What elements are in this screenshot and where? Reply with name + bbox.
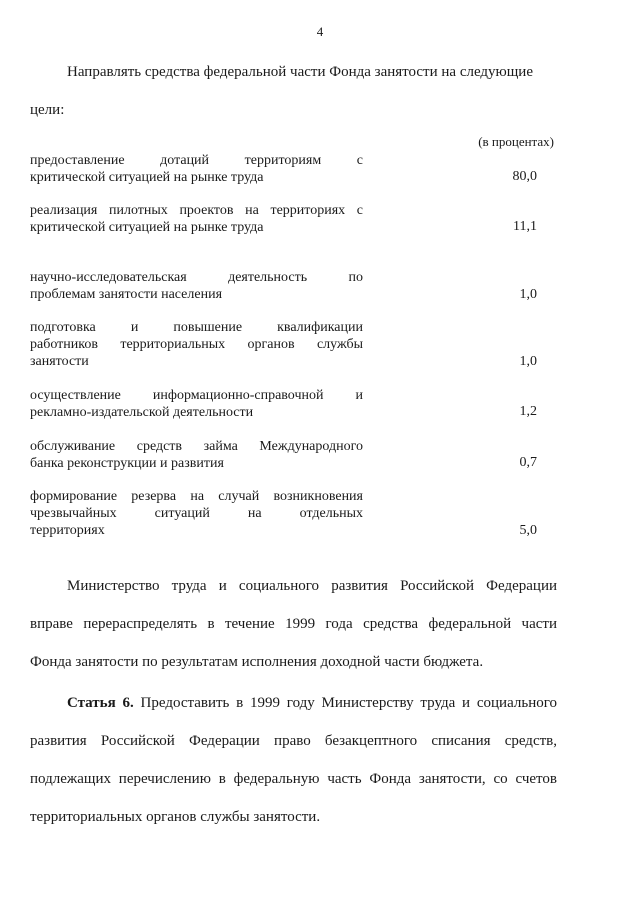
- allocation-item-subsidies: [30, 152, 363, 186]
- allocation-value: 5,0: [519, 523, 537, 538]
- item-line: проблемам занятости населения: [30, 287, 223, 302]
- paragraph-article-6: [30, 684, 557, 836]
- item-line: формирование резерва на случай возникновения: [30, 489, 363, 504]
- item-line: предоставление дотаций территориям с: [30, 153, 363, 168]
- allocation-value: 80,0: [512, 169, 537, 184]
- paragraph-line: Фонда занятости по результатам исполнения доходной части бюджета.: [30, 654, 484, 670]
- allocation-value: 0,7: [519, 455, 537, 470]
- page-number: 4: [316, 24, 324, 39]
- item-line: чрезвычайных ситуаций на отдельных: [30, 506, 363, 521]
- paragraph-redistribution: [30, 567, 557, 681]
- paragraph-line: вправе перераспределять в течение 1999 года средства федеральной части: [30, 616, 557, 632]
- allocation-item-emergency-reserve: [30, 488, 363, 539]
- paragraph-line: [30, 684, 557, 722]
- allocation-value: 1,0: [519, 354, 537, 369]
- paragraph-line: территориальных органов службы занятости.: [30, 809, 321, 825]
- intro-line-1: Направлять средства федеральной части Фонда занятости на следующие: [67, 64, 533, 80]
- allocation-value: 1,2: [519, 404, 537, 419]
- allocation-item-information: [30, 387, 363, 421]
- allocation-value: 1,0: [519, 287, 537, 302]
- item-line: научно-исследовательская деятельность по: [30, 270, 363, 285]
- item-line: территориях: [30, 523, 105, 538]
- allocation-item-research: [30, 269, 363, 303]
- item-line: критической ситуацией на рынке труда: [30, 220, 264, 235]
- allocation-item-ibrd-loan: [30, 438, 363, 472]
- item-line: обслуживание средств займа Международного: [30, 439, 363, 454]
- units-note: (в процентах): [478, 134, 554, 149]
- item-line: рекламно-издательской деятельности: [30, 405, 254, 420]
- paragraph-line: подлежащих перечислению в федеральную часть Фонда занятости, со счетов: [30, 771, 557, 787]
- item-line: реализация пилотных проектов на территориях с: [30, 203, 363, 218]
- paragraph-line: развития Российской Федерации право безакцептного списания средств,: [30, 733, 557, 749]
- allocation-item-pilot-projects: [30, 202, 363, 236]
- item-line: занятости: [30, 354, 89, 369]
- item-line: критической ситуацией на рынке труда: [30, 170, 264, 185]
- allocation-item-training: [30, 319, 363, 370]
- paragraph-line-text: Предоставить в 1999 году Министерству труда и социального: [133, 695, 557, 711]
- paragraph-line: Министерство труда и социального развития Российской Федерации: [67, 578, 557, 594]
- item-line: осуществление информационно-справочной и: [30, 388, 363, 403]
- intro-line-2: цели:: [30, 102, 65, 118]
- item-line: подготовка и повышение квалификации: [30, 320, 363, 335]
- item-line: работников территориальных органов службы: [30, 337, 363, 352]
- allocation-value: 11,1: [513, 219, 537, 234]
- article-heading: Статья 6.: [67, 695, 134, 711]
- item-line: банка реконструкции и развития: [30, 456, 224, 471]
